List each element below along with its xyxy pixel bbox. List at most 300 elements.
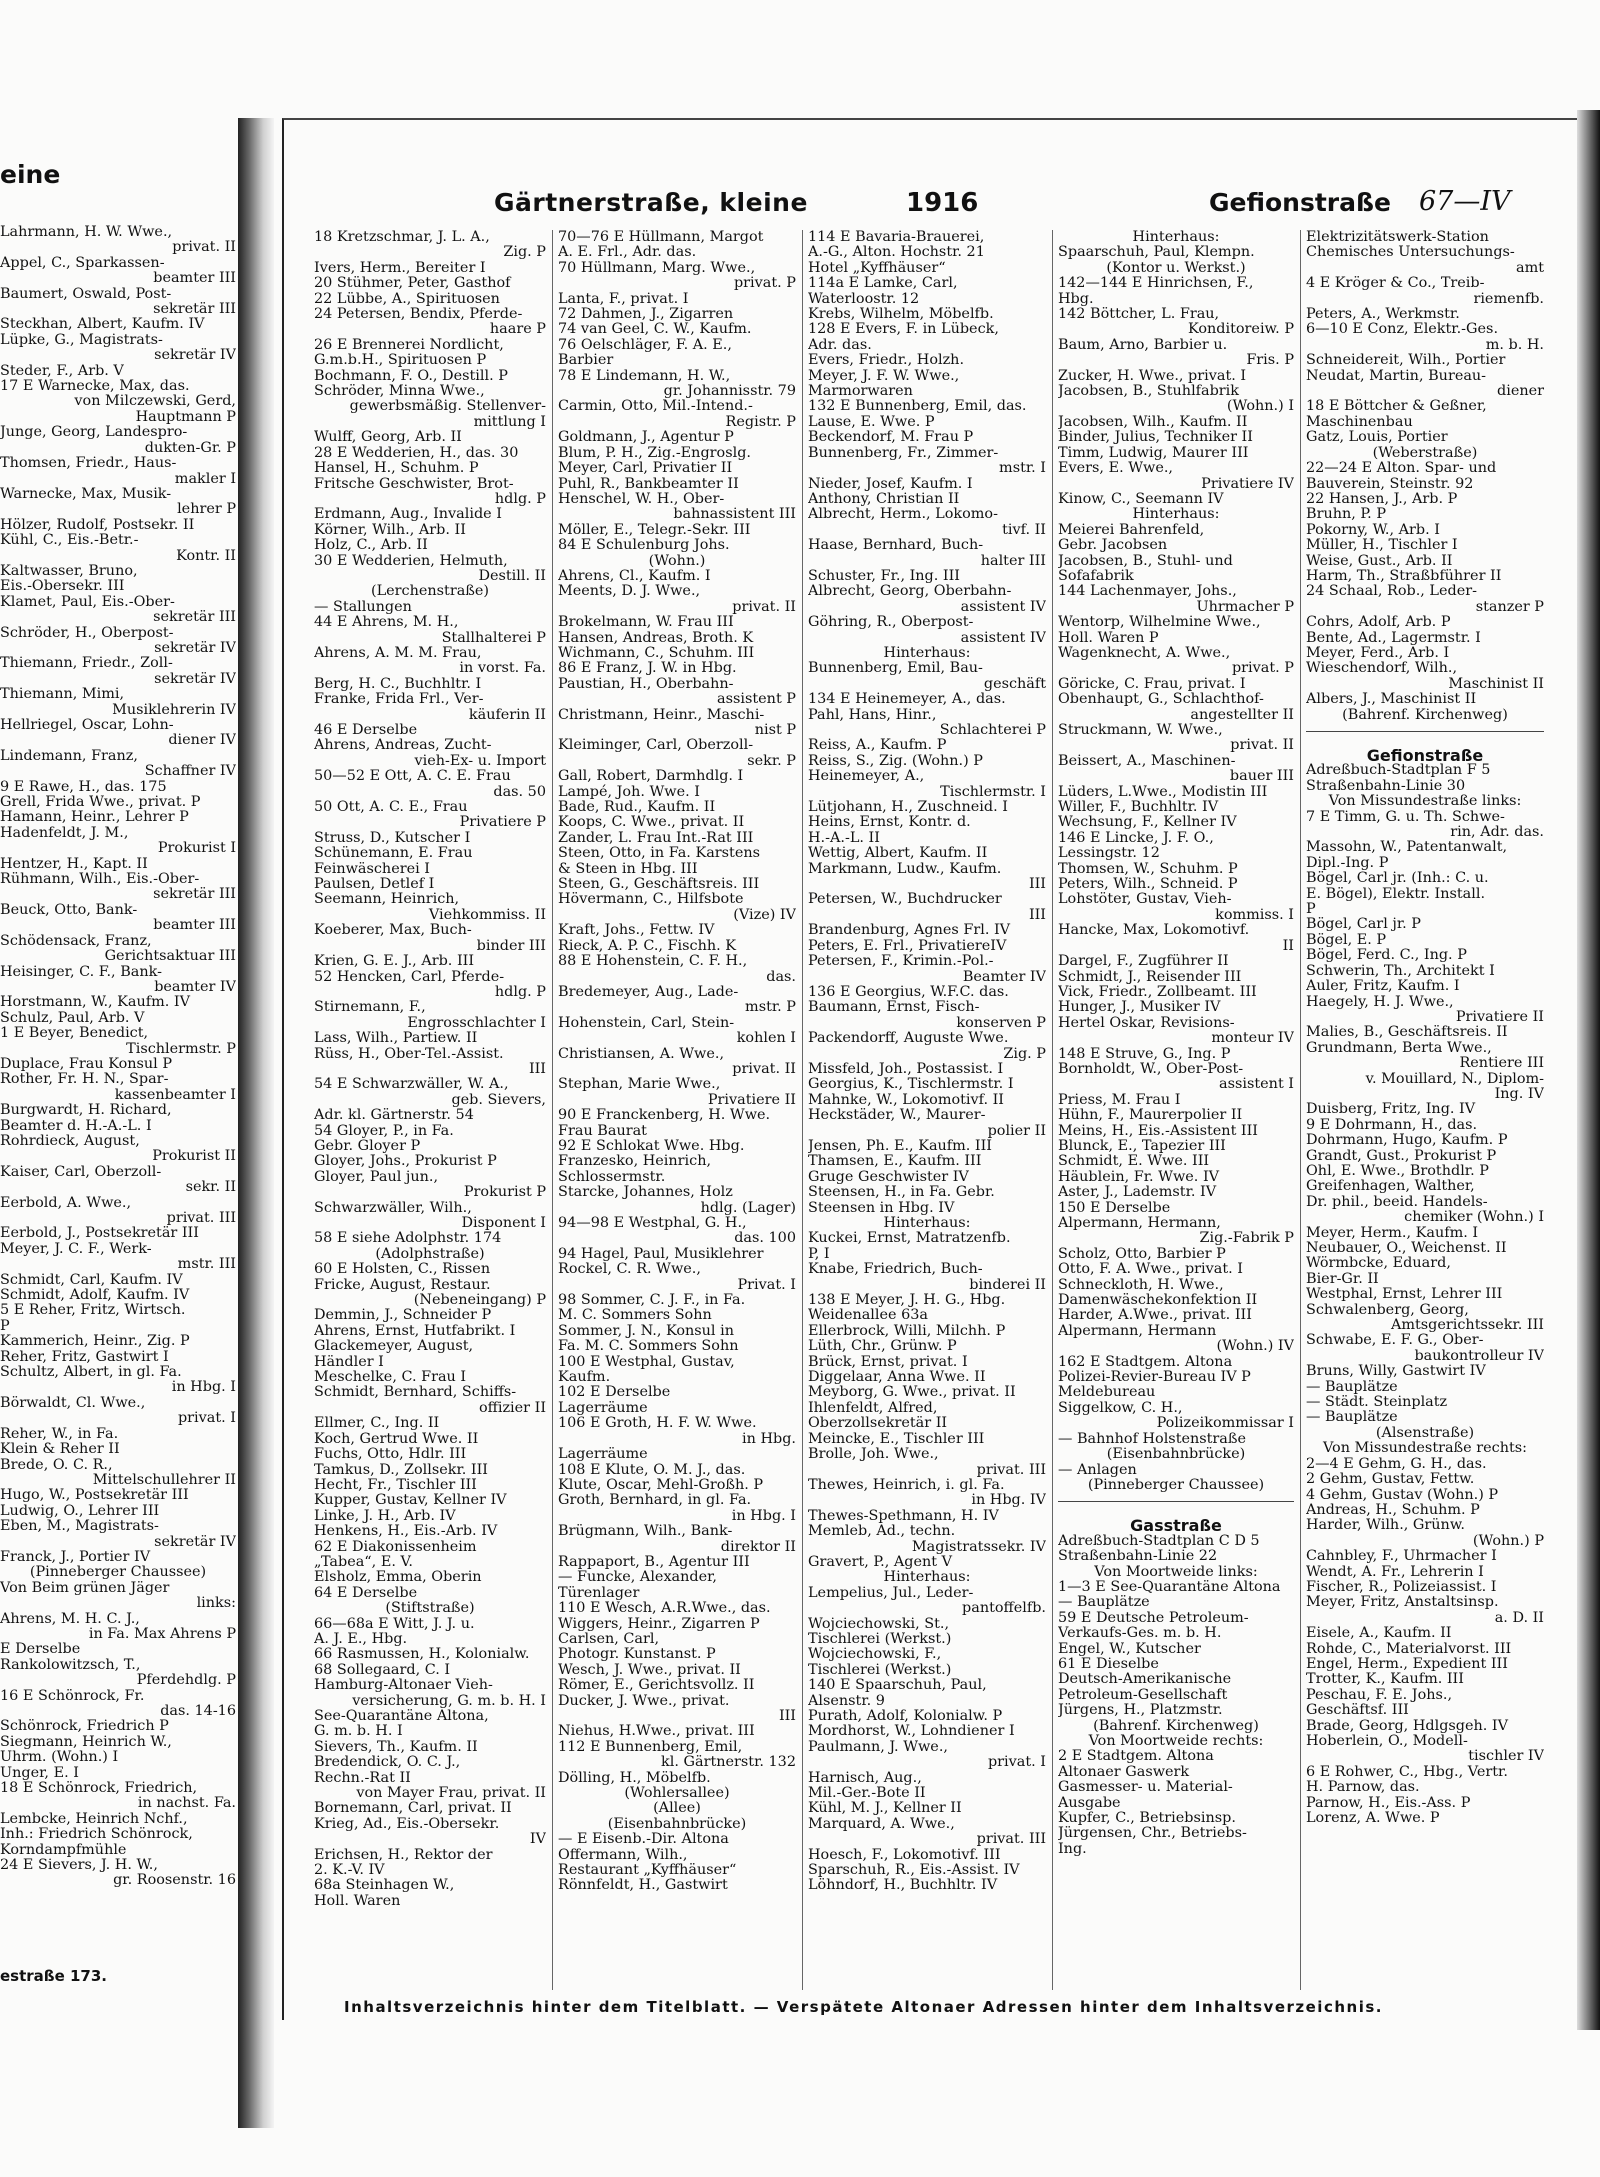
directory-entry-line: beamter III [153, 270, 236, 287]
directory-entry-line: Polizei-Revier-Bureau IV P [1058, 1369, 1251, 1386]
directory-entry-line: — Städt. Steinplatz [1306, 1394, 1448, 1411]
directory-entry-line: 2. K.-V. IV [314, 1862, 385, 1879]
directory-entry-line: Steen, G., Geschäftsreis. III [558, 876, 760, 893]
directory-entry-line: Bredendick, O. C. J., [314, 1754, 461, 1771]
directory-entry-line: Lorenz, A. Wwe. P [1306, 1810, 1440, 1827]
directory-entry-line: III [1028, 906, 1046, 923]
directory-entry-line: 66—68a E Witt, J. J. u. [314, 1615, 475, 1632]
directory-entry-line: assistent IV [960, 598, 1046, 615]
directory-entry-line: 6—10 E Conz, Elektr.-Ges. [1306, 321, 1499, 338]
directory-entry-line: Schmidt, Bernhard, Schiffs- [314, 1384, 517, 1401]
directory-entry-line: 22—24 E Alton. Spar- und [1306, 460, 1497, 477]
directory-entry-line: Trotter, K., Kaufm. III [1306, 1671, 1464, 1688]
directory-entry-line: & Steen in Hbg. III [558, 860, 698, 877]
directory-entry-line: angestellter II [1190, 706, 1294, 723]
directory-entry-line: Maschinist II [1448, 675, 1544, 692]
directory-entry-line: das. 100 [734, 1230, 796, 1247]
directory-entry-line: Hinterhaus: [1132, 506, 1220, 523]
directory-entry-line: Elektrizitätswerk-Station [1306, 230, 1489, 245]
directory-entry-line: Kammerich, Heinr., Zig. P [0, 1333, 190, 1350]
directory-entry-line: Meyer, Herm., Kaufm. I [1306, 1224, 1479, 1241]
directory-entry-line: Zander, L. Frau Int.-Rat III [558, 829, 754, 846]
directory-entry-line: Klamet, Paul, Eis.-Ober- [0, 593, 175, 610]
directory-entry-line: Ahrens, Andreas, Zucht- [314, 737, 492, 754]
column-divider [802, 230, 803, 1990]
directory-entry-line: Thomsen, W., Schuhm. P [1058, 860, 1238, 877]
directory-entry-line: Spaarschuh, Paul, Klempn. [1058, 244, 1255, 261]
directory-entry-line: 136 E Georgius, W.F.C. das. [808, 983, 1009, 1000]
directory-entry-line: Tamkus, D., Zollsekr. III [314, 1461, 488, 1478]
directory-entry-line: Rankolowitzsch, T., [0, 1656, 141, 1673]
directory-entry-line: Siggelkow, C. H., [1058, 1399, 1183, 1416]
directory-entry-line: Dargel, F., Zugführer II [1058, 953, 1229, 970]
directory-entry-line: (Nebeneingang) P [413, 1292, 546, 1309]
directory-entry-line: tivf. II [1002, 521, 1046, 538]
directory-entry-line: 50—52 E Ott, A. C. E. Frau [314, 768, 511, 785]
directory-entry-line: Thomsen, Friedr., Haus- [0, 455, 177, 472]
directory-entry-line: 148 E Struve, G., Ing. P [1058, 1045, 1231, 1062]
directory-entry-line: Bruhn, P. P [1306, 506, 1387, 523]
directory-entry-line: mittlung I [473, 413, 546, 430]
directory-entry-line: Harder, Wilh., Grünw. [1306, 1517, 1466, 1534]
directory-entry-line: Musiklehrerin IV [112, 701, 236, 718]
directory-entry-line: Frau Baurat [558, 1122, 647, 1139]
directory-entry-line: Rechn.-Rat II [314, 1769, 411, 1786]
directory-entry-line: Horstmann, W., Kaufm. IV [0, 994, 190, 1011]
directory-entry-line: Straßenbahn-Linie 22 [1058, 1548, 1218, 1565]
directory-entry-line: Privatiere II [1455, 1008, 1544, 1025]
directory-entry-line: Hamann, Heinr., Lehrer P [0, 809, 189, 826]
directory-entry-line: Hbg. [1058, 290, 1094, 307]
directory-entry-line: Bier-Gr. II [1306, 1270, 1379, 1287]
directory-entry-line: versicherung, G. m. b. H. I [352, 1692, 546, 1709]
directory-entry-line: Paulsen, Detlef I [314, 876, 435, 893]
directory-entry-line: 94—98 E Westphal, G. H., [558, 1215, 747, 1231]
directory-entry-line: 24 Petersen, Bendix, Pferde- [314, 306, 523, 323]
directory-entry-line: Lempelius, Jul., Leder- [808, 1584, 974, 1601]
directory-entry-line: Schmidt, J., Reisender III [1058, 968, 1242, 985]
directory-entry-line: mstr. III [177, 1256, 236, 1273]
directory-entry-line: Demmin, J., Schneider P [314, 1307, 492, 1324]
directory-entry-line: Händler I [314, 1353, 384, 1370]
directory-entry-line: 52 Hencken, Carl, Pferde- [314, 968, 505, 985]
directory-entry-line: Haegely, H. J. Wwe., [1306, 993, 1454, 1010]
directory-entry-line: Otto, F. A. Wwe., privat. I [1058, 1261, 1243, 1278]
directory-entry-line: 16 E Schönrock, Fr. [0, 1687, 145, 1704]
directory-entry-line: Cahnbley, F., Uhrmacher I [1306, 1548, 1497, 1565]
directory-entry-line: (Adolphstraße) [375, 1245, 485, 1262]
directory-entry-line: Erdmann, Aug., Invalide I [314, 506, 502, 523]
directory-entry-line: 98 Sommer, C. J. F., in Fa. [558, 1292, 746, 1309]
directory-entry-line: beamter III [153, 917, 236, 934]
directory-entry-line: nist P [754, 722, 796, 738]
directory-entry-line: Paulmann, J. Wwe., [808, 1738, 948, 1755]
directory-entry-line: Thiemann, Mimi, [0, 686, 125, 703]
directory-entry-line: 54 E Schwarzwäller, W. A., [314, 1076, 509, 1093]
directory-entry-line: Puhl, R., Bankbeamter II [558, 475, 739, 492]
page-footer-note: Inhaltsverzeichnis hinter dem Titelblatt. — Verspätete Altonaer Adressen hinter dem Inhaltsverzeichnis. [344, 1998, 1383, 2016]
directory-entry-line: 9 E Dohrmann, H., das. [1306, 1116, 1478, 1133]
directory-entry-line: Offermann, Wilh., [558, 1846, 688, 1863]
directory-entry-line: Zig. P [1003, 1045, 1046, 1062]
directory-entry-line: mstr. P [745, 999, 796, 1016]
directory-entry-line: Wagenknecht, A. Wwe., [1058, 644, 1231, 661]
directory-entry-line: Dölling, H., Möbelfb. [558, 1769, 711, 1786]
directory-entry-line: Meents, D. J. Wwe., [558, 583, 701, 600]
directory-entry-line: Hellriegel, Oscar, Lohn- [0, 717, 174, 733]
directory-entry-line: Korndampfmühle [0, 1841, 127, 1858]
directory-entry-line: 68 Sollegaard, C. I [314, 1661, 451, 1678]
directory-entry-line: Jacobsen, Wilh., Kaufm. II [1058, 413, 1248, 430]
directory-entry-line: III [1028, 876, 1046, 893]
directory-entry-line: privat. II [1230, 737, 1294, 754]
directory-entry-line: Grundmann, Berta Wwe., [1306, 1039, 1492, 1056]
directory-entry-line: 5 E Reher, Fritz, Wirtsch. [0, 1302, 186, 1319]
directory-entry-line: Zig. P [503, 244, 546, 261]
directory-entry-line: (Vize) IV [733, 906, 796, 923]
directory-entry-line: chemiker (Wohn.) I [1404, 1209, 1544, 1226]
directory-entry-line: 102 E Derselbe [558, 1384, 671, 1401]
directory-entry-line: Amtsgerichtssekr. III [1390, 1317, 1544, 1334]
directory-entry-line: Albers, J., Maschinist II [1306, 691, 1477, 708]
directory-entry-line: Hansel, H., Schuhm. P [314, 460, 479, 477]
directory-entry-line: Meyer, Ferd., Arb. I [1306, 644, 1450, 661]
directory-entry-line: Baum, Arno, Barbier u. [1058, 336, 1228, 353]
directory-entry-line: Krien, G. E. J., Arb. III [314, 953, 475, 970]
directory-entry-line: monteur IV [1211, 1030, 1294, 1047]
directory-entry-line: Gasmesser- u. Material- [1058, 1779, 1233, 1796]
directory-entry-line: Dohrmann, Hugo, Kaufm. P [1306, 1132, 1508, 1149]
directory-entry-line: Uhrm. (Wohn.) I [0, 1749, 119, 1766]
directory-entry-line: 138 E Meyer, J. H. G., Hbg. [808, 1292, 1006, 1309]
directory-entry-line: 114a E Lamke, Carl, [808, 275, 958, 292]
directory-entry-line: Marmorwaren [808, 383, 913, 400]
directory-entry-line: Starcke, Johannes, Holz [558, 1184, 733, 1201]
directory-entry-line: Sommer, J. N., Konsul in [558, 1322, 734, 1339]
directory-entry-line: Engel, W., Kutscher [1058, 1640, 1201, 1657]
directory-entry-line: Gerichtsaktuar III [104, 948, 236, 965]
directory-entry-line: Paustian, H., Oberbahn- [558, 675, 734, 692]
directory-entry-line: Alpermann, Hermann [1058, 1322, 1217, 1339]
directory-entry-line: „Tabea“, E. V. [314, 1553, 413, 1570]
directory-entry-line: in nachst. Fa. [137, 1795, 236, 1812]
directory-entry-line: Westphal, Ernst, Lehrer III [1306, 1286, 1503, 1303]
directory-entry-line: 46 E Derselbe [314, 722, 418, 738]
directory-entry-line: Bente, Ad., Lagermstr. I [1306, 629, 1481, 646]
directory-entry-line: kassenbeamter I [114, 1086, 236, 1103]
directory-entry-line: Steensen, H., in Fa. Gebr. [808, 1184, 995, 1201]
directory-entry-line: Tischlermstr. P [126, 1040, 236, 1057]
directory-entry-line: Goldmann, J., Agentur P [558, 429, 734, 446]
directory-entry-line: Koeberer, Max, Buch- [314, 922, 472, 939]
directory-entry-line: Beamter d. H.-A.-L. I [0, 1117, 152, 1134]
book-gutter [238, 118, 274, 2128]
directory-entry-line: Maschinenbau [1306, 413, 1413, 430]
directory-entry-line: Lagerräume [558, 1399, 648, 1416]
directory-entry-line: Jacobsen, B., Stuhlfabrik [1058, 383, 1240, 400]
directory-entry-line: vieh-Ex- u. Import [414, 752, 546, 769]
directory-entry-line: Anthony, Christian II [808, 490, 960, 507]
directory-entry-line: Hinterhaus: [883, 644, 971, 661]
directory-entry-line: Hinterhaus: [1132, 230, 1220, 245]
directory-entry-line: Diggelaar, Anna Wwe. II [808, 1369, 986, 1386]
directory-entry-line: G. m. b. H. I [314, 1723, 403, 1740]
directory-entry-line: in vorst. Fa. [459, 660, 546, 677]
directory-entry-line: Heckstäder, W., Maurer- [808, 1107, 986, 1124]
directory-entry-line: 24 Schaal, Rob., Leder- [1306, 583, 1477, 600]
directory-entry-line: 150 E Derselbe [1058, 1199, 1171, 1216]
page-edge-shadow [1577, 110, 1600, 2030]
directory-entry-line: Hinterhaus: [883, 1569, 971, 1586]
directory-entry-line: Dr. phil., beeid. Handels- [1306, 1193, 1488, 1210]
directory-entry-line: Reher, Fritz, Gastwirt I [0, 1348, 169, 1365]
directory-entry-line: A. J. E., Hbg. [314, 1630, 408, 1647]
directory-entry-line: 132 E Bunnenberg, Emil, das. [808, 398, 1027, 415]
directory-column-1 [314, 230, 546, 1990]
directory-entry-line: Rönnfeldt, H., Gastwirt [558, 1877, 728, 1894]
directory-entry-line: Fischer, R., Polizeiassist. I [1306, 1578, 1497, 1595]
directory-entry-line: Türenlager [558, 1584, 640, 1601]
directory-entry-line: Ellerbrock, Willi, Milchh. P [808, 1322, 1006, 1339]
directory-entry-line: Eisele, A., Kaufm. II [1306, 1625, 1452, 1642]
directory-entry-line: 9 E Rawe, H., das. 175 [0, 778, 167, 795]
directory-entry-line: (Lerchenstraße) [370, 583, 490, 600]
directory-entry-line: Klute, Oscar, Mehl-Großh. P [558, 1476, 764, 1493]
directory-entry-line: Carlsen, Carl, [558, 1630, 660, 1647]
directory-entry-line: Henkens, H., Eis.-Arb. IV [314, 1523, 498, 1540]
directory-entry-line: Beckendorf, M. Frau P [808, 429, 974, 446]
directory-entry-line: Von Missundestraße rechts: [1322, 1440, 1528, 1457]
directory-entry-line: Elsholz, Emma, Oberin [314, 1569, 482, 1586]
directory-entry-line: Groth, Bernhard, in gl. Fa. [558, 1492, 752, 1509]
directory-entry-line: Straßenbahn-Linie 30 [1306, 777, 1466, 794]
directory-entry-line: Dipl.-Ing. P [1306, 854, 1389, 871]
directory-entry-line: Lindemann, Franz, [0, 747, 138, 764]
directory-entry-line: Christiansen, A. Wwe., [558, 1045, 725, 1062]
directory-entry-line: Römer, E., Gerichtsvollz. II [558, 1677, 755, 1694]
directory-entry-line: Schröder, H., Oberpost- [0, 624, 174, 641]
directory-entry-line: Ohl, E. Wwe., Brothdlr. P [1306, 1162, 1489, 1179]
directory-entry-line: Steckhan, Albert, Kaufm. IV [0, 316, 205, 333]
directory-entry-line: H. Parnow, das. [1306, 1779, 1420, 1796]
directory-entry-line: Fris. P [1246, 352, 1294, 369]
directory-entry-line: Nieder, Josef, Kaufm. I [808, 475, 973, 492]
directory-entry-line: Wentorp, Wilhelmine Wwe., [1058, 614, 1261, 631]
directory-entry-line: Duisberg, Fritz, Ing. IV [1306, 1101, 1476, 1118]
directory-entry-line: Hecht, Fr., Tischler III [314, 1476, 477, 1493]
directory-entry-line: (Allee) [653, 1800, 701, 1817]
directory-entry-line: Hövermann, C., Hilfsbote [558, 891, 744, 908]
directory-entry-line: Von Missundestraße links: [1328, 793, 1522, 810]
directory-entry-line: Schröder, Minna Wwe., [314, 383, 485, 400]
directory-entry-line: Appel, C., Sparkassen- [0, 254, 165, 271]
directory-entry-line: riemenfb. [1473, 290, 1544, 307]
directory-entry-line: Kraft, Johs., Fettw. IV [558, 922, 715, 939]
directory-entry-line: Struckmann, W. Wwe., [1058, 722, 1223, 738]
directory-entry-line: 50 Ott, A. C. E., Frau [314, 799, 468, 816]
directory-entry-line: 26 E Brennerei Nordlicht, [314, 336, 504, 353]
directory-entry-line: Erichsen, H., Rektor der [314, 1846, 493, 1863]
directory-entry-line: Privatiere II [707, 1091, 796, 1108]
directory-entry-line: Krebs, Wilhelm, Möbelfb. [808, 306, 994, 323]
directory-entry-line: Gruge Geschwister IV [808, 1168, 969, 1185]
directory-entry-line: Tischlerei (Werkst.) [808, 1630, 952, 1647]
directory-entry-line: Priess, M. Frau I [1058, 1091, 1181, 1108]
directory-entry-line: (Bahrenf. Kirchenweg) [1342, 706, 1508, 723]
directory-entry-line: kohlen I [736, 1030, 796, 1047]
directory-entry-line: Weidenallee 63a [808, 1307, 929, 1324]
directory-column-4 [1058, 230, 1294, 1990]
directory-entry-line: Berg, H. C., Buchhltr. I [314, 675, 482, 692]
directory-entry-line: Wesch, J. Wwe., privat. II [558, 1661, 741, 1678]
directory-entry-line: Bunnenberg, Emil, Bau- [808, 660, 983, 677]
directory-entry-line: Koch, Gertrud Wwe. II [314, 1430, 479, 1447]
directory-entry-line: Feinwäscherei I [314, 860, 430, 877]
directory-entry-line: Bögel, Carl jr. (Inh.: C. u. [1306, 870, 1489, 887]
directory-entry-line: 84 E Schulenburg Johs. [558, 537, 730, 554]
directory-entry-line: Schmidt, Carl, Kaufm. IV [0, 1271, 183, 1288]
directory-entry-line: E. Bögel), Elektr. Install. [1306, 885, 1486, 902]
directory-entry-line: Rentiere III [1459, 1055, 1544, 1072]
directory-entry-line: 100 E Westphal, Gustav, [558, 1353, 735, 1370]
directory-entry-line: 162 E Stadtgem. Altona [1058, 1353, 1233, 1370]
previous-page-header: eine [0, 160, 61, 189]
directory-entry-line: privat. I [177, 1410, 236, 1427]
directory-entry-line: Von Moortweide rechts: [1088, 1733, 1264, 1749]
directory-entry-line: A. E. Frl., Adr. das. [558, 244, 697, 261]
directory-entry-line: käuferin II [468, 706, 546, 723]
directory-entry-line: privat. I [987, 1754, 1046, 1771]
directory-entry-line: Christmann, Heinr., Maschi- [558, 706, 765, 723]
directory-entry-line: 22 Hansen, J., Arb. P [1306, 490, 1458, 507]
directory-entry-line: Schneidereit, Wilh., Portier [1306, 352, 1506, 369]
directory-entry-line: Rappaport, B., Agentur III [558, 1553, 750, 1570]
directory-entry-line: Lahrmann, H. W. Wwe., [0, 225, 173, 240]
directory-entry-line: binder III [476, 937, 546, 954]
directory-entry-line: privat. III [976, 1831, 1046, 1848]
directory-entry-line: Unger, E. I [0, 1764, 79, 1781]
directory-entry-line: A.-G., Alton. Hochstr. 21 [808, 244, 985, 261]
directory-entry-line: Hugo, W., Postsekretär III [0, 1487, 189, 1504]
directory-entry-line: Siegmann, Heinrich W., [0, 1733, 172, 1750]
directory-entry-line: in Hbg. IV [971, 1492, 1046, 1509]
directory-entry-line: H.-A.-L. II [808, 829, 880, 846]
directory-entry-line: Börwaldt, Cl. Wwe., [0, 1394, 146, 1411]
directory-entry-line: Kaufm. [558, 1369, 611, 1386]
directory-entry-line: Prokurist I [157, 840, 236, 857]
directory-entry-line: Bögel, E. P [1306, 931, 1387, 948]
directory-entry-line: — Stallungen [314, 598, 412, 615]
directory-entry-line: diener [1497, 383, 1544, 400]
directory-entry-line: 112 E Bunnenberg, Emil, [558, 1738, 743, 1755]
directory-entry-line: P [0, 1317, 10, 1334]
directory-entry-line: Sofafabrik [1058, 567, 1134, 584]
previous-page-footer: estraße 173. [0, 1967, 107, 1985]
directory-entry-line: Meyer, Fritz, Anstaltsinsp. [1306, 1594, 1499, 1611]
directory-entry-line: privat. II [732, 598, 796, 615]
directory-entry-line: Sparschuh, R., Eis.-Assist. IV [808, 1862, 1020, 1879]
directory-entry-line: — Bauplätze [1306, 1378, 1398, 1395]
page-number: 67—IV [1419, 186, 1511, 217]
directory-entry-line: Tischlerei (Werkst.) [808, 1661, 952, 1678]
directory-entry-line: Bade, Rud., Kaufm. II [558, 799, 716, 816]
directory-entry-line: Heisinger, C. F., Bank- [0, 963, 162, 980]
directory-entry-line: 58 E siehe Adolphstr. 174 [314, 1230, 502, 1247]
directory-entry-line: gewerbsmäßig. Stellenver- [349, 398, 546, 415]
directory-entry-line: Tischlermstr. I [940, 783, 1046, 800]
directory-entry-line: Pokorny, W., Arb. I [1306, 521, 1440, 538]
directory-entry-line: stanzer P [1475, 598, 1544, 615]
directory-entry-line: Bögel, Ferd. C., Ing. P [1306, 947, 1467, 964]
directory-entry-line: Albrecht, Georg, Oberbahn- [808, 583, 1012, 600]
directory-entry-line: Fa. M. C. Sommers Sohn [558, 1338, 739, 1355]
directory-entry-line: Rieck, A. P. C., Fischh. K [558, 937, 737, 954]
directory-entry-line: Hadenfeldt, J. M., [0, 824, 129, 841]
directory-entry-line: M. C. Sommers Sohn [558, 1307, 712, 1324]
directory-entry-line: — Anlagen [1058, 1461, 1137, 1478]
directory-entry-line: Rüss, H., Ober-Tel.-Assist. [314, 1045, 504, 1062]
directory-entry-line: Hansen, Andreas, Broth. K [558, 629, 754, 646]
directory-entry-line: Damenwäschekonfektion II [1058, 1292, 1258, 1309]
directory-entry-line: Photogr. Kunstanst. P [558, 1646, 716, 1663]
directory-entry-line: assistent IV [960, 629, 1046, 646]
directory-entry-line: Gefionstraße [1366, 746, 1484, 765]
directory-entry-line: Zig.-Fabrik P [1199, 1230, 1294, 1247]
directory-entry-line: Hoesch, F., Lokomotivf. III [808, 1846, 1001, 1863]
directory-entry-line: Altonaer Gaswerk [1058, 1763, 1190, 1780]
directory-entry-line: Peschau, F. E. Johs., [1306, 1686, 1453, 1703]
directory-entry-line: geschäft [983, 675, 1046, 692]
directory-entry-line: 2 E Stadtgem. Altona [1058, 1748, 1214, 1765]
directory-entry-line: sekretär IV [154, 670, 236, 687]
directory-entry-line: 7 E Timm, G. u. Th. Schwe- [1306, 808, 1505, 825]
directory-entry-line: Wörmbcke, Eduard, [1306, 1255, 1451, 1272]
directory-entry-line: 92 E Schlokat Wwe. Hbg. [558, 1137, 745, 1154]
directory-entry-line: Geschäftsf. III [1306, 1702, 1409, 1719]
directory-entry-line: privat. III [976, 1461, 1046, 1478]
directory-entry-line: 90 E Franckenberg, H. Wwe. [558, 1107, 771, 1124]
directory-entry-line: in Hbg. I [171, 1379, 236, 1396]
directory-entry-line: Peters, A., Werkmstr. [1306, 306, 1460, 323]
directory-entry-line: kommiss. I [1215, 906, 1294, 923]
directory-entry-line: 134 E Heinemeyer, A., das. [808, 691, 1006, 708]
directory-entry-line: Eerbold, J., Postsekretär III [0, 1225, 199, 1242]
directory-entry-line: — Bauplätze [1058, 1594, 1150, 1611]
directory-entry-line: Hauptmann P [135, 408, 236, 425]
directory-entry-line: Hunger, J., Musiker IV [1058, 999, 1221, 1016]
directory-entry-line: (Kontor u. Werkst.) [1106, 259, 1246, 276]
directory-entry-line: — Funcke, Alexander, [558, 1569, 718, 1586]
directory-entry-line: lehrer P [177, 501, 236, 518]
directory-entry-line: Engel, Herm., Expedient III [1306, 1655, 1508, 1672]
directory-entry-line: Aster, J., Lademstr. IV [1058, 1184, 1217, 1201]
directory-entry-line: Neudat, Martin, Bureau- [1306, 367, 1487, 384]
directory-entry-line: Andreas, H., Schuhm. P [1306, 1501, 1480, 1518]
directory-entry-line: Göhring, R., Oberpost- [808, 614, 974, 631]
directory-entry-line: von Mayer Frau, privat. II [356, 1785, 546, 1802]
directory-entry-line: Bögel, Carl jr. P [1306, 916, 1421, 933]
directory-entry-line: Greifenhagen, Walther, [1306, 1178, 1475, 1195]
directory-entry-line: sekretär IV [154, 1533, 236, 1550]
directory-entry-line: Schaffner IV [144, 763, 236, 780]
directory-entry-line: Brandenburg, Agnes Frl. IV [808, 922, 1011, 939]
directory-entry-line: Peters, Wilh., Schneid. P [1058, 876, 1238, 893]
directory-entry-line: Ausgabe [1058, 1794, 1121, 1811]
directory-entry-line: Willer, F., Buchhltr. IV [1058, 799, 1219, 816]
directory-entry-line: Vick, Friedr., Zollbeamt. III [1058, 983, 1257, 1000]
directory-entry-line: sekretär IV [154, 347, 236, 364]
directory-entry-line: Privatiere P [459, 814, 546, 831]
